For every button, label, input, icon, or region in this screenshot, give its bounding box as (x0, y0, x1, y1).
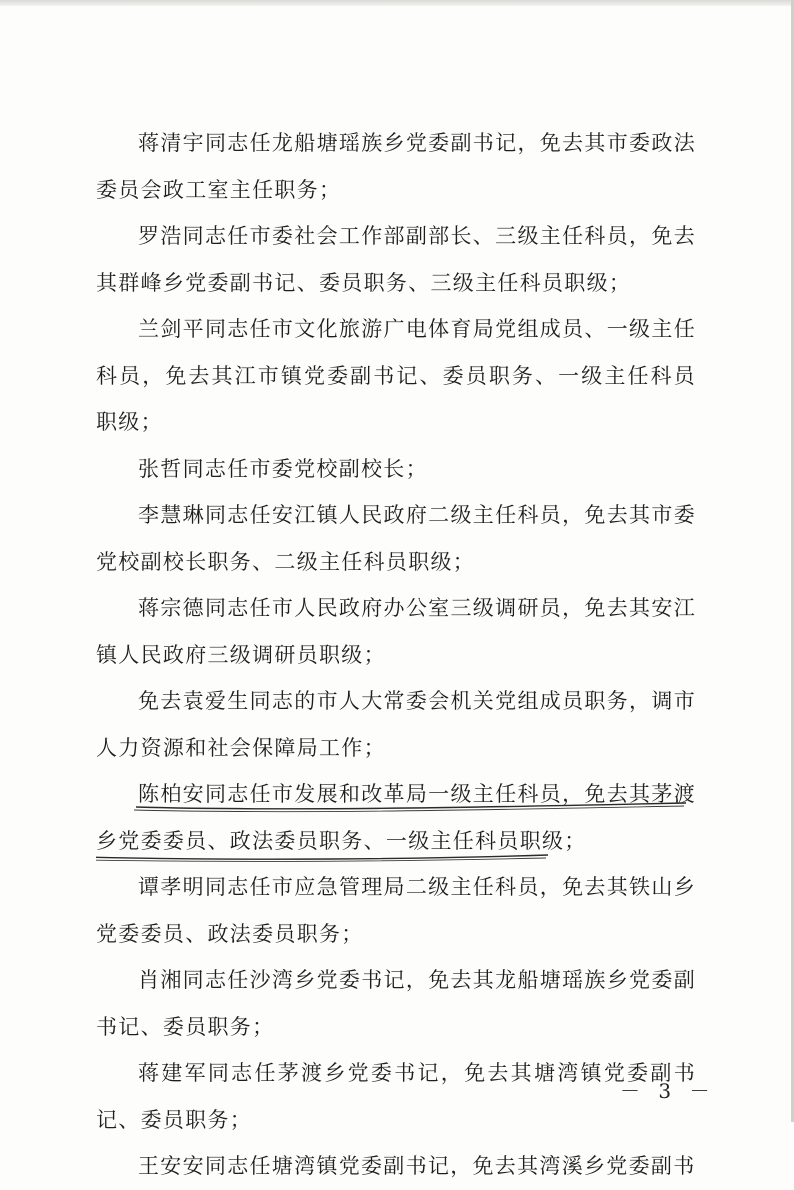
paragraph-appointment-3: 兰剑平同志任市文化旅游广电体育局党组成员、一级主任科员，免去其江市镇党委副书记、委员职务、一级主任科员职级； (96, 317, 696, 434)
paragraph-appointment-6: 蒋宗德同志任市人民政府办公室三级调研员，免去其安江镇人民政府三级调研员职级； (96, 596, 696, 667)
paragraph-appointment-12: 王安安同志任塘湾镇党委副书记，免去其湾溪乡党委副书 (138, 1154, 696, 1178)
paragraph-appointment-4: 张哲同志任市委党校副校长； (138, 456, 428, 481)
paragraph-appointment-11: 蒋建军同志任茅渡乡党委书记，免去其塘湾镇党委副书记、委员职务； (96, 1061, 696, 1132)
scan-edge-top (0, 0, 794, 6)
paragraph-appointment-2: 罗浩同志任市委社会工作部副部长、三级主任科员，免去其群峰乡党委副书记、委员职务、三级主任科员职级； (96, 224, 696, 295)
document-body (96, 120, 696, 1190)
paragraph-appointment-1: 蒋清宇同志任龙船塘瑶族乡党委副书记，免去其市委政法委员会政工室主任职务； (96, 131, 696, 202)
paragraph-appointment-10: 肖湘同志任沙湾乡党委书记，免去其龙船塘瑶族乡党委副书记、委员职务； (96, 968, 696, 1039)
paragraph-appointment-7: 免去袁爱生同志的市人大常委会机关党组成员职务，调市人力资源和社会保障局工作； (96, 689, 696, 760)
page-number: － 3 － (620, 1079, 716, 1103)
paragraph-appointment-8-underlined: 陈柏安同志任市发展和改革局一级主任科员，免去其茅渡乡党委委员、政法委员职务、一级主任科员职级； (96, 782, 696, 853)
highlighted-paragraph-wrapper (96, 771, 696, 864)
paragraph-appointment-9: 谭孝明同志任市应急管理局二级主任科员，免去其铁山乡党委委员、政法委员职务； (96, 875, 696, 946)
paragraph-appointment-5: 李慧琳同志任安江镇人民政府二级主任科员，免去其市委党校副校长职务、二级主任科员职级； (96, 503, 696, 574)
